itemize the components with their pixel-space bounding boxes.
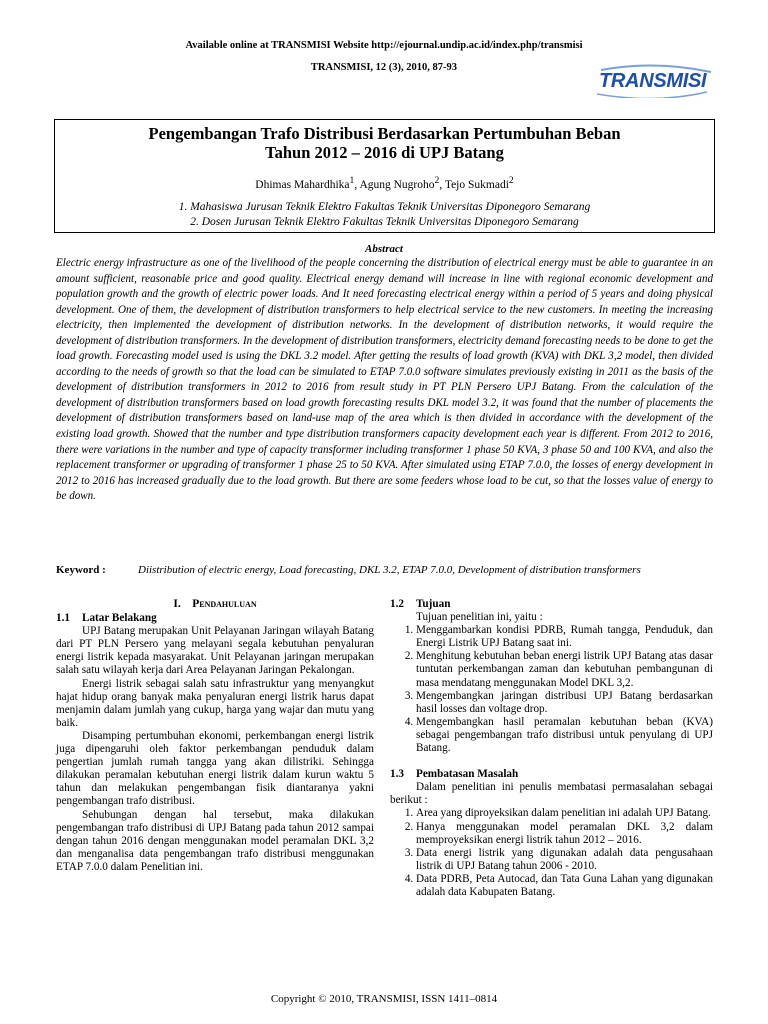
list-item: 3. Mengembangkan jaringan distribusi UPJ Batang berdasarkan hasil losses dan voltage drop. [416,690,713,716]
subsection-title: Pembatasan Masalah [416,768,519,781]
author-name: Tejo Sukmadi [444,178,509,191]
journal-citation-line: TRANSMISI, 12 (3), 2010, 87-93 [310,62,458,73]
subsection-heading [56,612,374,625]
author-sup: 1 [349,175,355,186]
subsection-title: Latar Belakang [82,612,157,625]
section-title: Pendahuluan [192,598,257,610]
keyword-label: Keyword : [56,564,106,576]
subsection-number: 1.1 [56,612,70,625]
subsection-heading [390,598,713,611]
list-item: 2. Menghitung kebutuhan beban energi listrik UPJ Batang atas dasar tuntutan perkembangan zaman dan kebutuhan pembangunan di masa mendatang menggunakan Model DKL 3,2. [416,650,713,689]
logo-text: TRANSMISI [599,70,707,92]
list-item: 1. Menggambarkan kondisi PDRB, Rumah tangga, Penduduk, dan Energi Listrik UPJ Batang saat ini. [416,624,713,650]
title-line-1: Pengembangan Trafo Distribusi Berdasarkan Pertumbuhan Beban [148,124,621,143]
section-heading [56,598,374,611]
list-item: 2. Hanya menggunakan model peramalan DKL 3,2 dalam memproyeksikan energi listrik tahun 2012 – 2016. [416,821,713,847]
transmisi-logo [595,64,715,98]
paper-title [55,124,714,162]
right-column [390,598,713,899]
author-list: Dhimas Mahardhika$^1$, Agung Nugroho$^2$, Tejo Sukmadi$^2$ [255,175,514,191]
paragraph: Energi listrik sebagai salah satu infrastruktur yang menyangkut hajat hidup orang banyak maka penyaluran energi listrik harus dapat menjamin dalam jumlah yang cukup, harga yang wajar dan mutu yang baik. [56,677,374,729]
left-column [56,598,374,874]
copyright-footer: Copyright © 2010, TRANSMISI, ISSN 1411–0814 [270,993,498,1005]
journal-availability-line: Available online at TRANSMISI Website http://ejournal.undip.ac.id/index.php/transmisi [185,40,583,51]
list-item: 4. Mengembangkan hasil peramalan kebutuhan beban (KVA) sebagai pengembangan trafo distribusi untuk penyulang di UPJ Batang. [416,716,713,755]
limits-list [390,807,713,899]
list-item: 3. Data energi listrik yang digunakan adalah data pengusahaan listrik di UPJ Batang tahun 2006 - 2010. [416,847,713,873]
subsection-title: Tujuan [416,598,451,610]
affiliation-2: 2. Dosen Jurusan Teknik Elektro Fakultas Teknik Universitas Diponegoro Semarang [190,215,579,228]
abstract-text: Electric energy infrastructure as one of the livelihood of the people concerning the distribution of electrical energy must be able to guarantee in an amount sufficient, reasonable price and good quality. Electrical energy demand will increase in line with regional economic development and population growth and the growth of electric power loads. And It need forecasting electrical energy within a period of 5 years and doing physical development. One of them, the development of distribution transformers to help electrical service to the new customers. In meeting the increasing electricity, then implemented the development of distribution networks. In the development of distribution networks, it would require the development of distribution transformers. In the development of distribution transformers, electricity demand forecasting needs to be done to get the load growth. Forecasting model used is using the DKL 3.2 model. After getting the results of load growth (KVA) with DKL 3,2 model, then divided according to the needs of growth so that the load can be simulated to ETAP 7.0.0 software simulates previously existing in 2011 as the basis of the development of distribution transformers in 2012 to 2016 from result study in PT PLN Persero UPJ Batang. From the calculation of the development of distribution transformers based on load growth forecasting results DKL model 3.2, it was found that the number of placements the development of distribution transformers based on land-use map of the area which is then divided in accordance with the development of the existing load growth. Showed that the number and type distribution transformers capacity development each year is different. From 2012 to 2016, there were variations in the number and type of capacity transformer including transformer 1 phase 50 KVA, 3 phase 50 and 100 KVA, and also the replacement transformer or upgrading of transformer 1 phase 25 to 50 KVA. After simulated using ETAP 7.0.0, the losses of energy development in 2012 to 2016 has increased gradually due to the load growth. But there are some feeders whose load to be cut, so that the losses value of energy to be down. [56,257,713,503]
title-box [54,119,715,233]
affiliation-1: 1. Mahasiswa Jurusan Teknik Elektro Fakultas Teknik Universitas Diponegoro Semarang [178,200,591,213]
keyword-text: Diistribution of electric energy, Load forecasting, DKL 3.2, ETAP 7.0.0, Development of distribution transformers [138,564,641,576]
abstract-heading: Abstract [365,243,403,255]
list-item: 1. Area yang diproyeksikan dalam penelitian ini adalah UPJ Batang. [416,807,713,820]
title-line-2: Tahun 2012 – 2016 di UPJ Batang [265,143,504,162]
author-sup: 2 [508,175,514,186]
subsection-heading [390,768,713,781]
goals-list [390,624,713,755]
author-sup: 2 [434,175,440,186]
keyword-block [56,563,713,577]
subsection-lead: Tujuan penelitian ini, yaitu : [416,611,543,624]
section-number: I. [173,598,181,610]
list-item: 4. Data PDRB, Peta Autocad, dan Tata Guna Lahan yang digunakan adalah data Kabupaten Batang. [416,873,713,899]
paragraph: Sehubungan dengan hal tersebut, maka dilakukan pengembangan trafo distribusi di UPJ Batang pada tahun 2012 sampai dengan tahun 2016 dengan menggunakan model peramalan DKL 3,2 dan menganalisa data pengembangan trafo distribusi menggunakan ETAP 7.0.0 dalam Penelitian ini. [56,808,374,873]
subsection-lead: Dalam penelitian ini penulis membatasi permasalahan sebagai berikut : [390,781,713,807]
subsection-number: 1.3 [390,768,404,781]
subsection-number: 1.2 [390,598,404,610]
author-name: Agung Nugroho [359,178,435,191]
paragraph: Disamping pertumbuhan ekonomi, perkembangan energi listrik juga dipengaruhi oleh faktor perkembangan penduduk dalam pengertian jumlah rumah tangga yang akan dilistriki. Sehingga dilakukan peramalan kebutuhan energi listrik dalam kurun waktu 5 tahun dan melakukan pengembangan fisik diantaranya yakni pengembangan trafo distribusi. [56,729,374,808]
paragraph: UPJ Batang merupakan Unit Pelayanan Jaringan wilayah Batang dari PT PLN Persero yang melayani segala kebutuhan penyaluran energi listrik kepada masyarakat. Unit Pelayanan jaringan merupakan salah satu wilayah kerja dari Area Pelayanan Jaringan Pekalongan. [56,625,374,677]
affiliations [55,200,714,230]
author-name: Dhimas Mahardhika [255,178,350,191]
